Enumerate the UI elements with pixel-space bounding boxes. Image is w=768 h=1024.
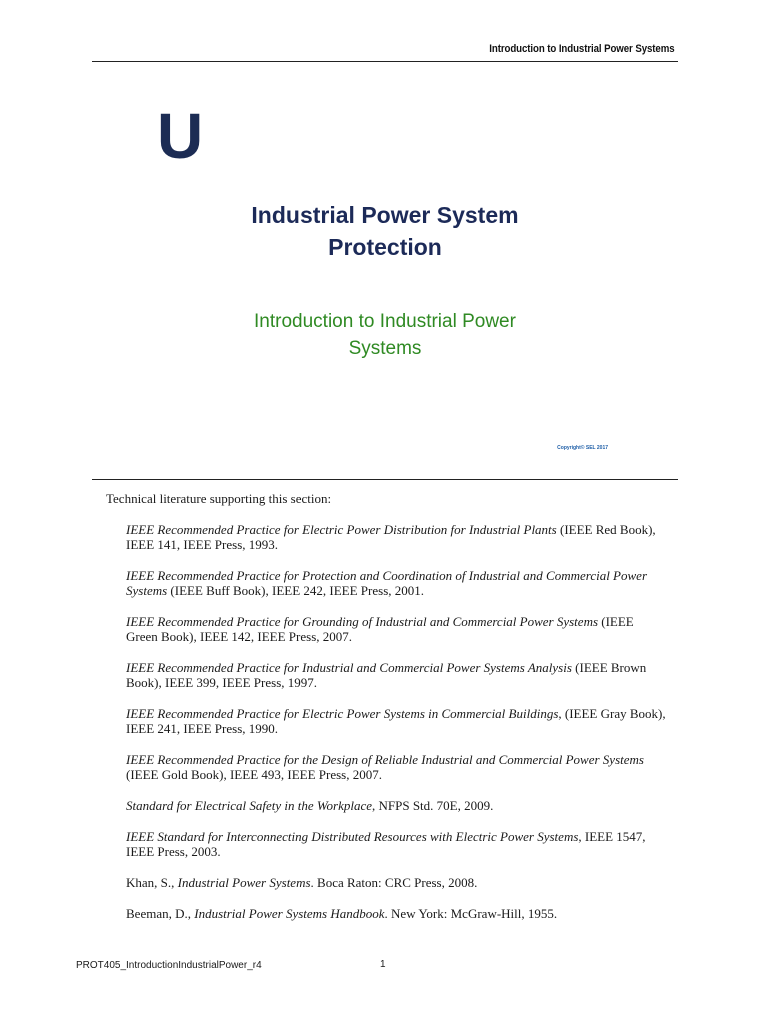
slide-thumbnail xyxy=(150,92,620,460)
slide-title-line-2: Protection xyxy=(328,234,442,260)
reference-details: , (IEEE Gray Book), IEEE 241, IEEE Press, 1990. xyxy=(126,706,666,736)
reference-item xyxy=(126,568,666,598)
header-rule xyxy=(92,61,678,62)
reference-title: IEEE Recommended Practice for Electric Power Distribution for Industrial Plants xyxy=(126,522,557,537)
slide-subtitle-line-2: Systems xyxy=(348,338,422,359)
reference-details: (IEEE Buff Book), IEEE 242, IEEE Press, 2001. xyxy=(167,583,424,598)
slide-title xyxy=(150,199,620,263)
reference-item xyxy=(126,752,666,782)
reference-details: , IEEE 1547, IEEE Press, 2003. xyxy=(126,829,646,859)
literature-intro: Technical literature supporting this section: xyxy=(106,491,332,506)
reference-title: IEEE Standard for Interconnecting Distributed Resources with Electric Power Systems xyxy=(126,829,579,844)
page-number: 1 xyxy=(380,959,386,970)
reference-author: Beeman, D., xyxy=(126,906,195,921)
sel-logo: U xyxy=(157,100,204,172)
reference-title: Standard for Electrical Safety in the Workplace xyxy=(126,798,372,813)
reference-details: . New York: McGraw-Hill, 1955. xyxy=(384,906,558,921)
reference-item xyxy=(126,706,666,736)
reference-details: (IEEE Red Book), IEEE 141, IEEE Press, 1993. xyxy=(126,522,656,552)
slide-copyright: Copyright© SEL 2017 xyxy=(557,445,608,451)
reference-item xyxy=(126,660,666,690)
reference-item xyxy=(126,875,666,890)
footer-doc-id: PROT405_IntroductionIndustrialPower_r4 xyxy=(76,960,262,971)
slide-title-line-1: Industrial Power System xyxy=(251,202,519,228)
reference-title: Industrial Power Systems Handbook xyxy=(194,906,385,921)
reference-details: (IEEE Green Book), IEEE 142, IEEE Press, 2007. xyxy=(126,614,634,644)
reference-item xyxy=(126,829,666,859)
reference-title: IEEE Recommended Practice for Protection and Coordination of Industrial and Commercial Power Systems xyxy=(126,568,648,598)
slide-subtitle xyxy=(150,308,620,362)
reference-details: (IEEE Brown Book), IEEE 399, IEEE Press, 1997. xyxy=(126,660,647,690)
reference-item xyxy=(126,906,666,921)
reference-item xyxy=(126,522,666,552)
reference-title: Industrial Power Systems xyxy=(177,875,311,890)
reference-list xyxy=(126,522,666,937)
reference-title: IEEE Recommended Practice for Industrial and Commercial Power Systems Analysis xyxy=(126,660,572,675)
reference-title: IEEE Recommended Practice for Electric Power Systems in Commercial Buildings xyxy=(126,706,559,721)
reference-item xyxy=(126,798,666,813)
reference-details: . Boca Raton: CRC Press, 2008. xyxy=(310,875,478,890)
reference-item xyxy=(126,614,666,644)
slide-subtitle-line-1: Introduction to Industrial Power xyxy=(254,311,516,332)
reference-author: Khan, S., xyxy=(126,875,178,890)
reference-details: (IEEE Gold Book), IEEE 493, IEEE Press, 2007. xyxy=(126,767,382,782)
reference-title: IEEE Recommended Practice for the Design of Reliable Industrial and Commercial Power Systems xyxy=(126,752,644,767)
running-header: Introduction to Industrial Power Systems xyxy=(489,43,675,55)
section-rule xyxy=(92,479,678,480)
reference-title: IEEE Recommended Practice for Grounding of Industrial and Commercial Power Systems xyxy=(126,614,599,629)
reference-details: , NFPS Std. 70E, 2009. xyxy=(372,798,494,813)
